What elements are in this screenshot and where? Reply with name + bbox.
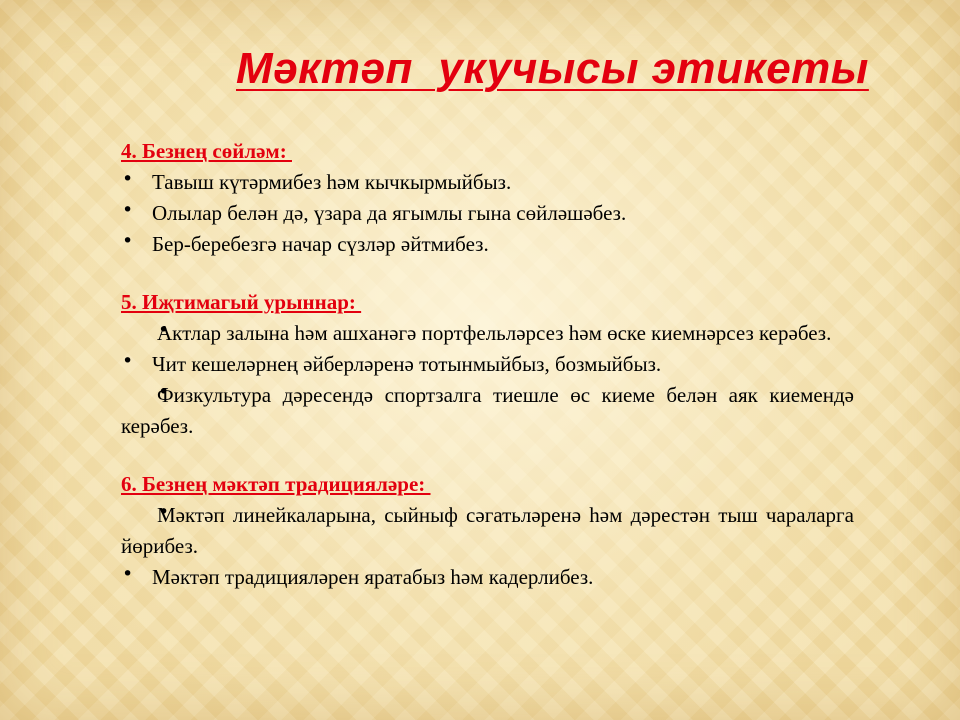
list-item: • Физкультура дәресендә спортзалга тиешле өс киеме белән аяк киемендә керәбез. (121, 380, 854, 442)
list-item: • Олылар белән дә, үзара да ягымлы гына сөйләшәбез. (121, 198, 854, 229)
list-item: • Мәктәп традицияләрен яратабыз һәм кадерлибез. (121, 562, 854, 593)
section-public-places (121, 287, 854, 442)
bullet-list (121, 500, 854, 593)
bullet-list (121, 167, 854, 260)
list-item: • Чит кешеләрнең әйберләренә тотынмыйбыз, бозмыйбыз. (121, 349, 854, 380)
section-speech (121, 136, 854, 260)
section-heading: 5. Иҗтимагый урыннар: (121, 290, 362, 314)
list-item: • Бер-беребезгә начар сүзләр әйтмибез. (121, 229, 854, 260)
slide-content (121, 136, 854, 593)
slide-title: Мәктәп укучысы этикеты (236, 44, 869, 93)
section-heading: 6. Безнең мәктәп традицияләре: (121, 472, 431, 496)
list-item: • Актлар залына һәм ашханәгә портфельләрсез һәм өске киемнәрсез керәбез. (121, 318, 854, 349)
section-heading: 4. Безнең сөйләм: (121, 139, 292, 163)
list-item: • Мәктәп линейкаларына, сыйныф сәгатьләренә һәм дәрестән тыш чараларга йөрибез. (121, 500, 854, 562)
bullet-list (121, 318, 854, 442)
section-traditions (121, 469, 854, 593)
list-item: • Тавыш күтәрмибез һәм кычкырмыйбыз. (121, 167, 854, 198)
